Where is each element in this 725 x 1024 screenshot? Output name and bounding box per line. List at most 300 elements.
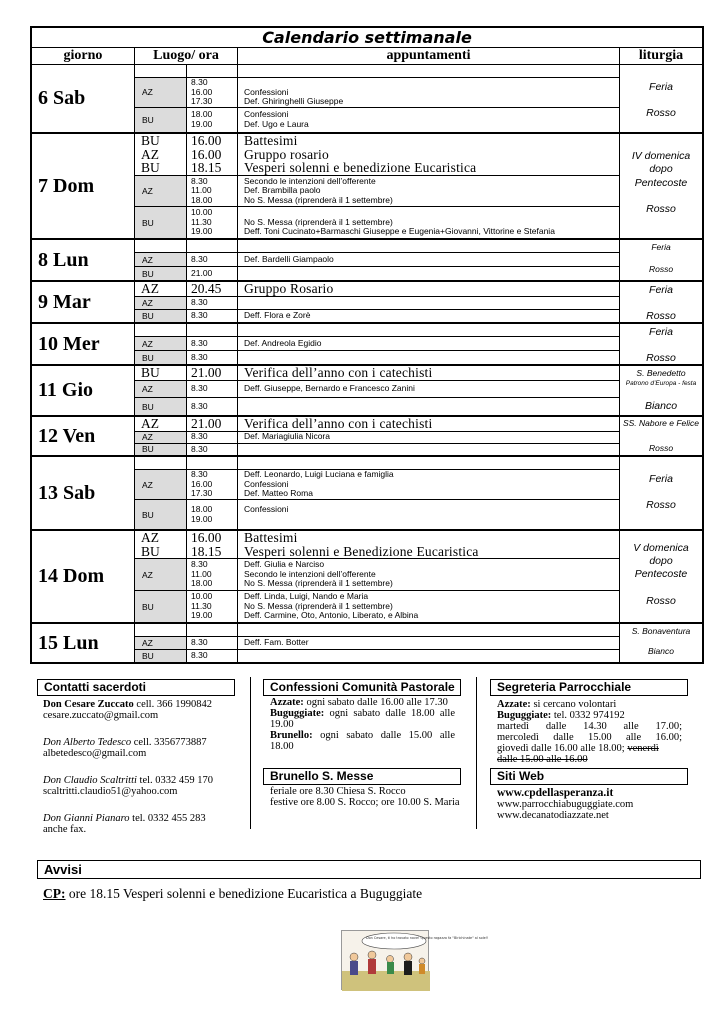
location-label: BU [135,108,187,133]
confessioni-heading: Confessioni Comunità Pastorale [263,679,461,696]
mass-intention [244,78,619,88]
location-label: AZ [135,176,187,207]
event-place: AZ [141,530,159,545]
liturgy-text: Rosso [646,310,676,322]
mass-time: 8.30 [191,310,208,321]
day-appointments [135,457,620,529]
segreteria-azzate-text: si cercano volontari [530,699,617,710]
mass-intention: No S. Messa (riprenderà il 1 settembre) [244,216,393,227]
location-group [135,310,619,322]
siti-links [497,788,687,821]
contact-name: Don Claudio Scaltritti [43,775,137,786]
confessioni-azzate-text: ogni sabato dalle 16.00 alle 17.30 [303,697,448,708]
time-column [187,267,238,280]
location-group [135,253,619,267]
mass-intention: No S. Messa (riprenderà il 1 settembre) [244,578,393,589]
header-appuntamenti: appuntamenti [238,48,620,64]
mass-intention [244,515,619,525]
event-place: BU [141,133,160,148]
event-text: Verifica dell’anno con i catechisti [244,365,433,380]
event-time: 18.15 [191,543,222,559]
notes-column [238,337,619,350]
special-events [135,134,619,176]
time-column [187,108,238,133]
liturgy-text: S. Benedetto [636,368,686,378]
day-name: 11 Gio [32,366,135,415]
day-appointments [135,417,620,455]
event-time: 16.00 [191,530,222,545]
location-label: BU [135,310,187,322]
contact-phone: cell. 366 1990842 [133,699,212,710]
mass-time: 11.30 [191,216,212,227]
notes-column [238,637,619,649]
mass-intention [244,445,619,455]
liturgy-cell [620,457,702,529]
notes-column [238,650,619,662]
mass-intention: Deff. Giuseppe, Bernardo e Francesco Zanini [244,383,415,394]
liturgy-text: SS. Nabore e Felice [622,418,700,428]
time-column [187,176,238,207]
mass-time: 8.30 [191,383,208,394]
mass-intention: Confessioni [244,109,289,120]
confessioni-text [270,697,455,752]
location-label: AZ [135,253,187,266]
contact-phone: tel. 0332 459 170 [136,775,214,786]
location-label: BU [135,500,187,529]
header-luogo: Luogo/ ora [135,48,238,64]
mass-intention: Confessioni [244,478,289,489]
mass-time: 18.00 [191,578,213,589]
location-group [135,591,619,622]
mass-time: 11.00 [191,568,212,579]
day-row [32,457,702,531]
mass-time: 10.00 [191,207,213,218]
mass-time: 8.30 [191,337,208,348]
day-row [32,324,702,366]
segreteria-azzate-label: Azzate: [497,699,531,710]
contact-phone: cell. 3356773887 [131,737,207,748]
mass-time: 8.30 [191,431,208,442]
location-group [135,267,619,280]
site-link-decanato[interactable]: www.decanatodiazzate.net [497,810,609,821]
location-label: AZ [135,432,187,443]
mass-intention: Deff. Flora e Zorè [244,310,311,321]
day-appointments [135,65,620,132]
mass-time: 17.30 [191,96,213,106]
notes-column [238,500,619,529]
time-column [187,351,238,364]
mass-intention: Def. Bardelli Giampaolo [244,253,334,264]
segreteria-buguggiate-label: Buguggiate: [497,710,552,721]
day-name: 7 Dom [32,134,135,238]
notes-column [238,267,619,280]
segreteria-hours-thu: giovedì dalle 16.00 alle 18.00; [497,743,628,754]
event-place: AZ [141,281,159,296]
day-name: 10 Mer [32,324,135,364]
blank-row [135,324,619,337]
mass-intention: Def. Ugo e Laura [244,118,309,129]
contact-fax: anche fax. [43,824,87,835]
day-appointments [135,240,620,280]
segreteria-text [497,699,682,765]
special-events [135,282,619,297]
contact-email: cesare.zuccato@gmail.com [43,710,159,721]
liturgy-cell [620,134,702,238]
mass-time: 18.00 [191,194,213,205]
time-column [187,337,238,350]
segreteria-heading: Segreteria Parrocchiale [490,679,688,696]
time-column [187,253,238,266]
cartoon-image [341,930,489,990]
event-text: Vesperi solenni e Benedizione Eucaristica [244,543,479,559]
location-label: BU [135,444,187,455]
mass-intention [244,353,619,363]
location-group [135,108,619,133]
event-place: AZ [141,146,159,162]
time-column [187,470,238,499]
brunello-festive: festive ore 8.00 S. Rocco; ore 10.00 S. Maria [270,797,460,808]
time-column [187,650,238,662]
day-row [32,366,702,417]
time-column [187,444,238,455]
mass-time: 16.00 [191,478,213,489]
event-place: BU [141,365,160,380]
day-name: 6 Sab [32,65,135,132]
liturgy-cell [620,240,702,280]
location-label: AZ [135,559,187,590]
mass-intention [244,651,619,661]
notes-column [238,108,619,133]
contact-name: Don Alberto Tedesco [43,737,132,748]
day-name: 15 Lun [32,624,135,662]
segreteria-hours-fri-struck: venerdì [627,743,659,754]
notes-column [238,591,619,622]
location-group [135,444,619,455]
mass-time: 19.00 [191,118,213,129]
contact-name: Don Cesare Zuccato [43,699,134,710]
mass-time: 11.00 [191,185,212,196]
mass-intention: Deff. Linda, Luigi, Nando e Maria [244,591,369,602]
location-label: AZ [135,337,187,350]
liturgy-text: Feria [649,81,673,93]
weekly-calendar [30,26,704,664]
event-place: BU [141,543,160,559]
contact-phone: tel. 0332 455 283 [129,813,206,824]
day-name: 8 Lun [32,240,135,280]
calendar-days [32,65,702,662]
special-events [135,366,619,381]
liturgy-text: Feria [649,284,673,296]
mass-time: 19.00 [191,610,213,621]
notes-column [238,253,619,266]
cartoon-illustration [342,931,489,991]
contact-email: albetedesco@gmail.com [43,748,147,759]
location-label: BU [135,351,187,364]
mass-time: 21.00 [191,267,213,278]
header-liturgia: liturgia [638,48,684,63]
mass-intention: No S. Messa (riprenderà il 1 settembre) [244,600,393,611]
header-giorno: giorno [32,48,135,64]
notes-column [238,351,619,364]
day-name: 12 Ven [32,417,135,455]
location-label: AZ [135,470,187,499]
liturgy-cell [620,282,702,322]
day-appointments [135,134,620,238]
liturgy-cell [620,324,702,364]
event-text: Vesperi solenni e benedizione Eucaristica [244,160,477,175]
day-appointments [135,324,620,364]
contact-entry [43,775,243,786]
notes-column [238,444,619,455]
time-column [187,432,238,443]
mass-time: 8.30 [191,559,208,570]
liturgy-text: Pentecoste [634,568,688,580]
liturgy-text: Rosso [646,203,676,215]
notes-column [238,78,619,107]
notes-column [238,381,619,398]
mass-intention: Secondo le intenzioni dell’offerente [244,568,376,579]
mass-intention: Secondo le intenzioni dell’offerente [244,175,376,186]
mass-intention: No S. Messa (riprenderà il 1 settembre) [244,194,393,205]
avvisi-body: ore 18.15 Vesperi solenni e benedizione Eucaristica a Buguggiate [65,886,423,901]
mass-intention: Deff. Leonardo, Luigi Luciana e famiglia [244,469,394,480]
contatti-heading: Contatti sacerdoti [37,679,235,696]
location-group [135,559,619,591]
location-group [135,398,619,415]
mass-time: 8.30 [191,351,208,362]
mass-time: 17.30 [191,488,213,499]
liturgy-cell [620,65,702,132]
confessioni-buguggiate-label: Buguggiate: [270,708,325,719]
mass-intention: Def. Matteo Roma [244,488,313,499]
confessioni-brunello-text: ogni sabato dalle 15.00 alle 18.00 [270,730,455,752]
segreteria-hours-fri-struck-time: dalle 15.00 alle 16.00 [497,754,588,765]
confessioni-azzate-label: Azzate: [270,697,304,708]
mass-time: 8.30 [191,637,208,648]
day-row [32,240,702,282]
event-text: Gruppo Rosario [244,281,334,296]
day-appointments [135,366,620,415]
location-label: BU [135,398,187,415]
location-group [135,432,619,444]
mass-time: 19.00 [191,513,213,524]
time-column [187,500,238,529]
day-name: 14 Dom [32,531,135,622]
mass-time: 8.30 [191,469,208,480]
event-text: Gruppo rosario [244,146,329,162]
event-place: AZ [141,416,159,431]
notes-column [238,559,619,590]
event-text: Verifica dell’anno con i catechisti [244,416,433,431]
liturgy-text: Patrono d’Europa - festa [625,380,697,387]
day-row [32,624,702,662]
liturgy-text: Pentecoste [634,177,688,189]
liturgy-text: Feria [651,242,671,252]
event-time: 16.00 [191,133,222,148]
time-column [187,381,238,398]
notes-column [238,470,619,499]
segreteria-hours-tue: martedì dalle 14.30 alle 17.00; [497,721,682,732]
liturgy-text: Rosso [646,107,676,119]
liturgy-text: S. Bonaventura [631,626,691,636]
day-row [32,417,702,457]
blank-row [135,624,619,637]
mass-time: 8.30 [191,296,208,307]
notes-column [238,207,619,238]
location-group [135,297,619,310]
mass-time: 18.00 [191,109,213,120]
contact-name: Don Gianni Pianaro [43,813,130,824]
brunello-feriale: feriale ore 8.30 Chiesa S. Rocco [270,786,406,797]
liturgy-text: Rosso [648,264,674,274]
notes-column [238,176,619,207]
location-group [135,470,619,500]
mass-intention: Deff. Fam. Botter [244,637,309,648]
location-label: BU [135,207,187,238]
day-row [32,531,702,624]
contact-email: scaltritti.claudio51@yahoo.com [43,786,178,797]
liturgy-text: Rosso [646,595,676,607]
location-label: AZ [135,637,187,649]
event-time: 20.45 [191,281,222,296]
time-column [187,310,238,322]
liturgy-cell [620,417,702,455]
calendar-title: Calendario settimanale [32,28,702,48]
liturgy-cell [620,624,702,662]
blank-row [135,240,619,253]
liturgy-text: dopo [649,555,673,567]
time-column [187,398,238,415]
segreteria-phone: tel. 0332 974192 [551,710,625,721]
avvisi-label: CP: [43,886,66,901]
liturgy-text: Feria [649,326,673,338]
location-group [135,176,619,208]
mass-intention: Def. Brambilla paolo [244,185,321,196]
location-label: AZ [135,297,187,309]
liturgy-text: Rosso [646,352,676,364]
mass-time: 8.30 [191,77,208,87]
day-row [32,65,702,134]
notes-column [238,297,619,309]
brunello-text [270,786,460,808]
liturgy-text: IV domenica [631,150,691,162]
location-label: BU [135,591,187,622]
location-label: BU [135,267,187,280]
liturgy-text: Rosso [648,443,674,453]
site-link-buguggiate[interactable]: www.parrocchiabuguggiate.com [497,799,634,810]
location-group [135,351,619,364]
mass-time: 10.00 [191,591,213,602]
location-label: BU [135,650,187,662]
location-group [135,650,619,662]
cartoon-caption: Don Cesare, ti ho trovato nove! Questo ragazzo fa "Birichinate" al sole!! [366,936,489,940]
event-time: 16.00 [191,146,222,162]
contact-entry [43,699,243,710]
mass-intention: Def. Ghiringhelli Giuseppe [244,96,344,106]
event-text: Battesimi [244,133,298,148]
event-place: BU [141,160,160,175]
liturgy-text: dopo [649,163,673,175]
avvisi-heading: Avvisi [37,860,701,879]
mass-time: 8.30 [191,400,208,411]
mass-time: 8.30 [191,253,208,264]
liturgy-text: Rosso [646,499,676,511]
confessioni-brunello-label: Brunello: [270,730,313,741]
special-events [135,531,619,559]
calendar-header-row [32,48,702,65]
avvisi-text [43,886,422,902]
siti-heading: Siti Web [490,768,688,785]
location-label: AZ [135,78,187,107]
mass-time: 19.00 [191,226,213,237]
mass-intention: Deff. Carmine, Oto, Antonio, Liberato, e Albina [244,610,419,621]
mass-time: 8.30 [191,175,208,186]
divider-right [476,677,477,829]
confessioni-buguggiate-text: ogni sabato dalle 18.00 alle 19.00 [270,708,455,730]
day-name: 13 Sab [32,457,135,529]
liturgy-text: Bianco [648,646,674,656]
mass-time: 11.30 [191,600,212,611]
brunello-heading: Brunello S. Messe [263,768,461,785]
day-appointments [135,531,620,622]
location-group [135,337,619,351]
event-time: 21.00 [191,416,222,431]
mass-intention: Def. Mariagiulia Nicora [244,431,330,442]
location-group [135,500,619,529]
liturgy-text: V domenica [633,542,689,554]
notes-column [238,398,619,415]
liturgy-text: Bianco [644,400,678,412]
day-appointments [135,282,620,322]
time-column [187,591,238,622]
mass-time: 16.00 [191,86,213,97]
notes-column [238,310,619,322]
mass-intention: Deff. Giulia e Narciso [244,559,325,570]
event-time: 21.00 [191,365,222,380]
mass-time: 8.30 [191,443,208,454]
mass-intention [244,402,619,412]
time-column [187,78,238,107]
location-group [135,207,619,238]
event-text: Battesimi [244,530,298,545]
location-group [135,78,619,108]
contact-entry [43,737,243,748]
site-link-cp[interactable]: www.cpdellasperanza.it [497,787,614,799]
blank-row [135,457,619,470]
mass-intention: Deff. Toni Cucinato+Barmaschi Giuseppe e Eugenia+Giovanni, Vittorine e Stefania [244,226,555,237]
event-time: 18.15 [191,160,222,175]
time-column [187,559,238,590]
contact-entry [43,813,243,824]
day-appointments [135,624,620,662]
liturgy-text: Feria [649,473,673,485]
day-name: 9 Mar [32,282,135,322]
mass-time: 8.30 [191,650,208,661]
time-column [187,637,238,649]
mass-intention: Def. Andreola Egidio [244,337,322,348]
location-group [135,637,619,650]
mass-time: 18.00 [191,504,213,514]
liturgy-cell [620,366,702,415]
notes-column [238,432,619,443]
mass-intention [244,298,619,308]
special-events [135,417,619,432]
mass-intention: Confessioni [244,86,289,97]
location-group [135,381,619,399]
contatti-list [43,699,243,835]
location-label: AZ [135,381,187,398]
time-column [187,207,238,238]
